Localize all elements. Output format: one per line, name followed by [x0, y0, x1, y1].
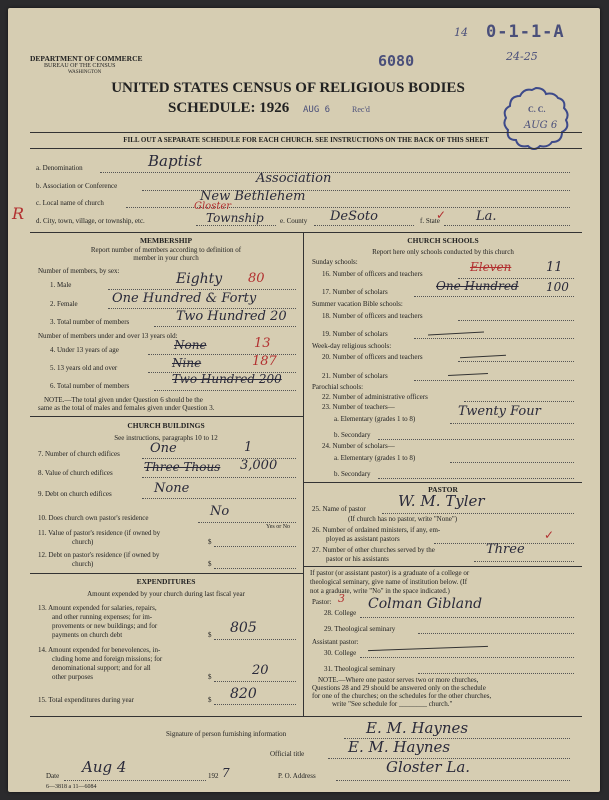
q24b-label: b. Secondary	[334, 470, 371, 478]
q26-line-2: ployed as assistant pastors	[326, 535, 400, 543]
pastor-note-2: Questions 28 and 29 should be answered only on the schedule	[312, 684, 486, 692]
q26-line-1: 26. Number of ordained ministers, if any, em-	[312, 526, 441, 534]
received-date-stamp: AUG 6	[303, 105, 331, 115]
form-title: UNITED STATES CENSUS OF RELIGIOUS BODIES	[111, 80, 465, 96]
q16-label: 16. Number of officers and teachers	[322, 270, 423, 278]
male-number: 80	[248, 271, 265, 286]
graduate-note-2: theological seminary, give name of institution below. (If	[310, 578, 468, 586]
local-name-value: New Bethlehem	[200, 189, 306, 204]
edifice-value-line	[142, 477, 296, 478]
q27-line-2: pastor or his assistants	[326, 555, 389, 563]
county-label: e. County	[280, 217, 308, 225]
res-value-dollar: $	[208, 538, 212, 546]
year-prefix: 192	[208, 772, 219, 780]
q17-line	[414, 296, 574, 297]
q30-label: 30. College	[324, 649, 357, 657]
q21-dash	[448, 373, 488, 376]
q23b-label: b. Secondary	[334, 431, 371, 439]
edifice-value-number: 3,000	[240, 458, 278, 473]
denomination-value: Baptist	[148, 152, 203, 170]
q15-value: 820	[230, 686, 257, 702]
q28-label: 28. College	[324, 609, 357, 617]
membership-intro-2: member in your church	[133, 254, 199, 262]
q18-line	[458, 320, 574, 321]
rule-signature	[30, 716, 582, 717]
female-value: One Hundred & Forty	[112, 291, 257, 306]
date-line	[64, 780, 206, 781]
q20-line	[458, 361, 574, 362]
pastor-name-line	[382, 513, 574, 514]
q13-dollar: $	[208, 631, 212, 639]
total-members-label: 3. Total number of members	[50, 318, 130, 326]
denomination-line	[100, 172, 570, 173]
signature-label: Signature of person furnishing information	[166, 730, 287, 738]
check-mark-county: ✓	[436, 208, 447, 222]
q14-line-4: other purposes	[52, 673, 94, 681]
q14-line	[214, 681, 296, 682]
check-mark-q27: ✓	[544, 528, 555, 542]
parochial-schools-label: Parochial schools:	[312, 383, 364, 391]
under13-label: 4. Under 13 years of age	[50, 346, 119, 354]
state-label: f. State	[420, 217, 440, 225]
res-value-label-1: 11. Value of pastor's residence (if owned by	[38, 529, 161, 537]
q14-line-1: 14. Amount expended for benevolences, in-	[38, 646, 161, 654]
pastor-heading: PASTOR	[428, 485, 458, 494]
q29-line	[418, 633, 574, 634]
q31-label: 31. Theological seminary	[324, 665, 396, 673]
q17-number: 100	[546, 280, 569, 294]
q27-line	[474, 561, 574, 562]
pastor-mark: 3	[338, 592, 345, 605]
q16-number: 11	[546, 260, 563, 275]
q27-value: Three	[486, 542, 525, 557]
q14-dollar: $	[208, 673, 212, 681]
residence-label: 10. Does church own pastor's residence	[38, 514, 149, 522]
q13-line-1: 13. Amount expended for salaries, repairs,	[38, 604, 157, 612]
pastor-label: Pastor:	[312, 598, 332, 606]
male-label: 1. Male	[50, 281, 72, 289]
under13-value: None	[174, 338, 207, 352]
edifice-value-words: Three Thous	[144, 460, 221, 474]
graduate-note-1: If pastor (or assistant pastor) is a graduate of a college or	[310, 569, 470, 577]
date-value: Aug 4	[82, 758, 127, 776]
q17-label: 17. Number of scholars	[322, 288, 388, 296]
q14-line-2: cluding home and foreign missions; for	[52, 655, 163, 663]
local-name-line	[126, 207, 570, 208]
official-title-value: E. M. Haynes	[348, 738, 451, 756]
pastor-name-value: W. M. Tyler	[398, 492, 485, 510]
q22-label: 22. Number of administrative officers	[322, 393, 428, 401]
official-title-label: Official title	[270, 750, 305, 758]
q18-label: 18. Number of officers and teachers	[322, 312, 423, 320]
q24-label: 24. Number of scholars—	[322, 442, 395, 450]
age-total-value: Two Hundred 200	[172, 372, 282, 386]
form-subtitle: SCHEDULE: 1926	[168, 100, 290, 116]
q24a-line	[450, 462, 574, 463]
county-line	[314, 225, 414, 226]
county-value: DeSoto	[330, 209, 378, 224]
yes-no-hint: Yes or No	[266, 524, 291, 530]
q27-line-1: 27. Number of other churches served by the	[312, 546, 435, 554]
q15-label: 15. Total expenditures during year	[38, 696, 134, 704]
city-line	[196, 225, 276, 226]
male-value: Eighty	[176, 271, 223, 287]
census-schedule-form	[8, 8, 600, 792]
file-code: 0-1-1-A	[486, 22, 565, 42]
q21-line	[414, 380, 574, 381]
round-stamp-top: C. C.	[528, 105, 546, 114]
q13-value: 805	[230, 620, 257, 636]
q30-dash	[368, 646, 488, 651]
male-line	[108, 289, 296, 290]
rule-buildings	[30, 416, 303, 417]
pastor-note-4: write "See schedule for ________ church."	[332, 700, 453, 708]
res-value-label-2: church)	[72, 538, 94, 546]
over13-number: 187	[252, 354, 277, 369]
q23a-label: a. Elementary (grades 1 to 8)	[334, 415, 416, 423]
edifices-label: 7. Number of church edifices	[38, 450, 120, 458]
female-label: 2. Female	[50, 300, 78, 308]
edifice-value-label: 8. Value of church edifices	[38, 469, 113, 477]
sunday-schools-label: Sunday schools:	[312, 258, 358, 266]
rule-expenditures	[30, 573, 303, 574]
q23b-line	[378, 439, 574, 440]
rule-main-top	[30, 232, 582, 233]
po-address-line	[336, 780, 570, 781]
q13-line-4: payments on church debt	[52, 631, 123, 639]
schools-heading: CHURCH SCHOOLS	[407, 236, 479, 245]
expenditures-sub: Amount expended by your church during last fiscal year	[87, 590, 245, 598]
local-name-label: c. Local name of church	[36, 199, 104, 207]
expenditures-heading: EXPENDITURES	[136, 577, 196, 586]
po-address-label: P. O. Address	[278, 772, 316, 780]
q28-value: Colman Gibland	[368, 596, 483, 612]
schools-intro: Report here only schools conducted by this church	[372, 248, 514, 256]
weekday-schools-label: Week-day religious schools:	[312, 342, 392, 350]
res-debt-label-1: 12. Debt on pastor's residence (if owned by	[38, 551, 160, 559]
pastor-name-note: (If church has no pastor, write "None")	[348, 515, 458, 523]
q19-dash	[428, 332, 484, 336]
q21-label: 21. Number of scholars	[322, 372, 388, 380]
under13-number: 13	[254, 336, 271, 351]
buildings-sub: See instructions, paragraphs 10 to 12	[114, 434, 218, 442]
age-label: Number of members under and over 13 years old:	[38, 332, 178, 340]
q20-label: 20. Number of officers and teachers	[322, 353, 423, 361]
form-number: 6—3818 a 11—6084	[46, 784, 97, 790]
q14-line-3: denominational support; and for all	[52, 664, 151, 672]
q14-value: 20	[252, 663, 269, 678]
pastor-name-label: 25. Name of pastor	[312, 505, 366, 513]
q31-line	[418, 673, 574, 674]
edifices-number: 1	[244, 440, 253, 455]
city-correction: Gloster	[194, 201, 232, 212]
q13-line	[214, 639, 296, 640]
q23a-line	[450, 423, 574, 424]
membership-note-2: same as the total of males and females given under Question 3.	[38, 404, 215, 412]
res-debt-line	[214, 568, 296, 569]
year-value: 7	[222, 766, 230, 780]
age-total-label: 6. Total number of members	[50, 382, 130, 390]
department-line3: WASHINGTON	[68, 70, 102, 75]
res-value-line	[214, 546, 296, 547]
q29-label: 29. Theological seminary	[324, 625, 396, 633]
q19-label: 19. Number of scholars	[322, 330, 388, 338]
edifices-value: One	[150, 441, 177, 456]
q15-line	[214, 704, 296, 705]
date-label: Date	[46, 772, 60, 780]
denomination-label: a. Denomination	[36, 164, 83, 172]
q30-line	[360, 657, 574, 658]
rule-instructions	[30, 148, 582, 149]
q13-line-3: provements or new buildings; and for	[52, 622, 158, 630]
state-value: La.	[476, 209, 497, 224]
over13-value: Nine	[172, 356, 202, 370]
membership-note-1: NOTE.—The total given under Question 6 should be the	[44, 396, 203, 404]
vacation-schools-label: Summer vacation Bible schools:	[312, 300, 403, 308]
total-members-value: Two Hundred 20	[176, 309, 287, 324]
q24a-label: a. Elementary (grades 1 to 8)	[334, 454, 416, 462]
round-stamp-bottom: AUG 6	[524, 120, 558, 131]
association-value: Association	[256, 171, 332, 186]
city-label: d. City, town, village, or township, etc.	[36, 217, 145, 225]
assistant-label: Assistant pastor:	[312, 638, 359, 646]
q13-line-2: and other running expenses; for im-	[52, 613, 153, 621]
q19-line	[414, 338, 574, 339]
q23-label: 23. Number of teachers—	[322, 403, 395, 411]
association-label: b. Association or Conference	[36, 182, 118, 190]
buildings-heading: CHURCH BUILDINGS	[127, 421, 205, 430]
rule-pastor	[303, 482, 582, 483]
file-number-stamp: 6080	[378, 52, 415, 70]
po-address-value: Gloster La.	[386, 758, 471, 776]
rule-middle-column	[303, 232, 304, 716]
q20-dash	[460, 355, 506, 358]
rule-top	[30, 132, 582, 133]
age-total-line	[154, 390, 296, 391]
city-value: Township	[206, 211, 264, 225]
q16-value: Eleven	[470, 260, 512, 274]
debt-label: 9. Debt on church edifices	[38, 490, 112, 498]
over13-label: 5. 13 years old and over	[50, 364, 118, 372]
q23a-value: Twenty Four	[458, 404, 541, 419]
margin-mark: R	[12, 204, 25, 223]
department-line2: BUREAU OF THE CENSUS	[44, 63, 116, 69]
q22-line	[464, 401, 574, 402]
pastor-note-1: NOTE.—Where one pastor serves two or more churches,	[318, 676, 479, 684]
total-members-line	[154, 326, 296, 327]
state-line	[444, 225, 570, 226]
received-label: Rec'd	[352, 105, 370, 114]
membership-heading: MEMBERSHIP	[139, 236, 193, 245]
by-sex-label: Number of members, by sex:	[38, 267, 120, 275]
date-note: 24-25	[506, 50, 538, 63]
residence-line	[198, 522, 296, 523]
graduate-note-3: not a graduate, write "No" in the space indicated.)	[310, 587, 450, 595]
membership-intro-1: Report number of members according to definition of	[90, 246, 242, 254]
instructions: FILL OUT A SEPARATE SCHEDULE FOR EACH CHURCH. SEE INSTRUCTIONS ON THE BACK OF THIS SHEET	[123, 136, 489, 144]
q17-value: One Hundred	[436, 279, 519, 293]
res-debt-label-2: church)	[72, 560, 94, 568]
q24b-line	[378, 478, 574, 479]
rule-graduate	[303, 566, 582, 567]
department-line1: DEPARTMENT OF COMMERCE	[30, 54, 143, 63]
q15-dollar: $	[208, 696, 212, 704]
q28-line	[360, 617, 574, 618]
pastor-note-3: for one of the churches; on the schedules for the other churches,	[312, 692, 492, 700]
res-debt-dollar: $	[208, 560, 212, 568]
signature-value: E. M. Haynes	[366, 719, 469, 737]
debt-line	[142, 498, 296, 499]
serial-number: 14	[454, 26, 468, 39]
residence-value: No	[210, 504, 230, 519]
debt-value: None	[154, 481, 190, 496]
